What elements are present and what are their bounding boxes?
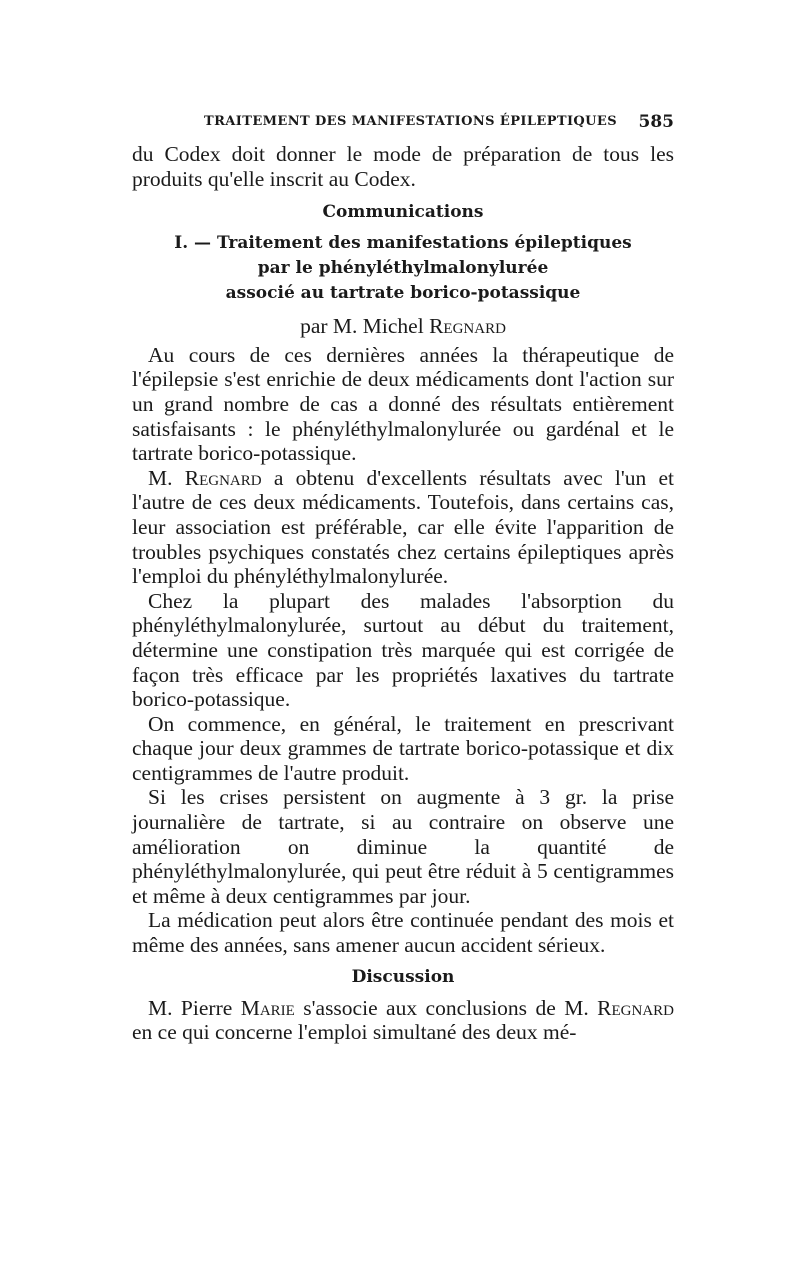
byline-author-name: Regnard xyxy=(429,314,506,339)
discussion-paragraph xyxy=(132,996,674,1045)
discussion-name-regnard: Regnard xyxy=(597,995,675,1020)
article-paragraph-2 xyxy=(132,466,674,589)
article-paragraph-6: La médication peut alors être continuée pendant des mois et même des années, sans amener aucun accident sérieux. xyxy=(132,908,674,958)
discussion-text-mid: s'associe aux conclusions de M. xyxy=(294,995,598,1020)
discussion-text-end: en ce qui concerne l'emploi simultané des deux mé- xyxy=(132,1020,577,1045)
para2-body: a obtenu d'excellents résultats avec l'un et l'autre de ces deux médicaments. Toutefois, dans certains cas, leur association est préférable, car elle évite l'apparition de troubles psychiques constatés chez certains épileptiques après l'emploi du phényléthylmalonylurée. xyxy=(132,465,674,589)
article-title-line-3: associé au tartrate borico-potassique xyxy=(225,283,581,304)
para2-prefix: M. xyxy=(148,465,185,490)
article-title-line-1: I. — Traitement des manifestations épileptiques xyxy=(174,233,632,254)
article-title-line-2: par le phényléthylmalonylurée xyxy=(257,258,549,279)
article-paragraph-5: Si les crises persistent on augmente à 3 gr. la prise journalière de tartrate, si au contraire on observe une amélioration on diminue la quantité de phényléthylmalonylurée, qui peut être réduit à 5 centigrammes et même à deux centigrammes par jour. xyxy=(132,785,674,908)
article-paragraph-1: Au cours de ces dernières années la thérapeutique de l'épilepsie s'est enrichie de deux médicaments dont l'action sur un grand nombre de cas a donné des résultats entièrement satisfaisants : le phényléthylmalonylurée ou gardénal et le tartrate borico-potassique. xyxy=(132,342,674,466)
discussion-name-marie: Marie xyxy=(240,995,295,1020)
byline-prefix: par M. Michel xyxy=(300,314,430,339)
intro-paragraph: du Codex doit donner le mode de préparation de tous les produits qu'elle inscrit au Codex. xyxy=(132,142,674,191)
running-title: TRAITEMENT DES MANIFESTATIONS ÉPILEPTIQUES xyxy=(204,114,617,129)
article-title xyxy=(132,231,674,306)
para2-author-name: Regnard xyxy=(184,465,262,490)
running-header xyxy=(132,112,674,142)
page-number: 585 xyxy=(638,112,674,132)
document-page xyxy=(132,112,674,1045)
discussion-prefix: M. Pierre xyxy=(148,995,241,1020)
discussion-heading: Discussion xyxy=(351,966,455,987)
communications-heading: Communications xyxy=(322,202,484,223)
article-paragraph-4: On commence, en général, le traitement en prescrivant chaque jour deux grammes de tartrate borico-potassique et dix centigrammes de l'autre produit. xyxy=(132,711,674,785)
article-paragraph-3: Chez la plupart des malades l'absorption du phényléthylmalonylurée, surtout au début du traitement, détermine une constipation très marquée qui est corrigée de façon très efficace par les propriétés laxatives du tartrate borico-potassique. xyxy=(132,588,674,712)
byline xyxy=(132,314,674,339)
